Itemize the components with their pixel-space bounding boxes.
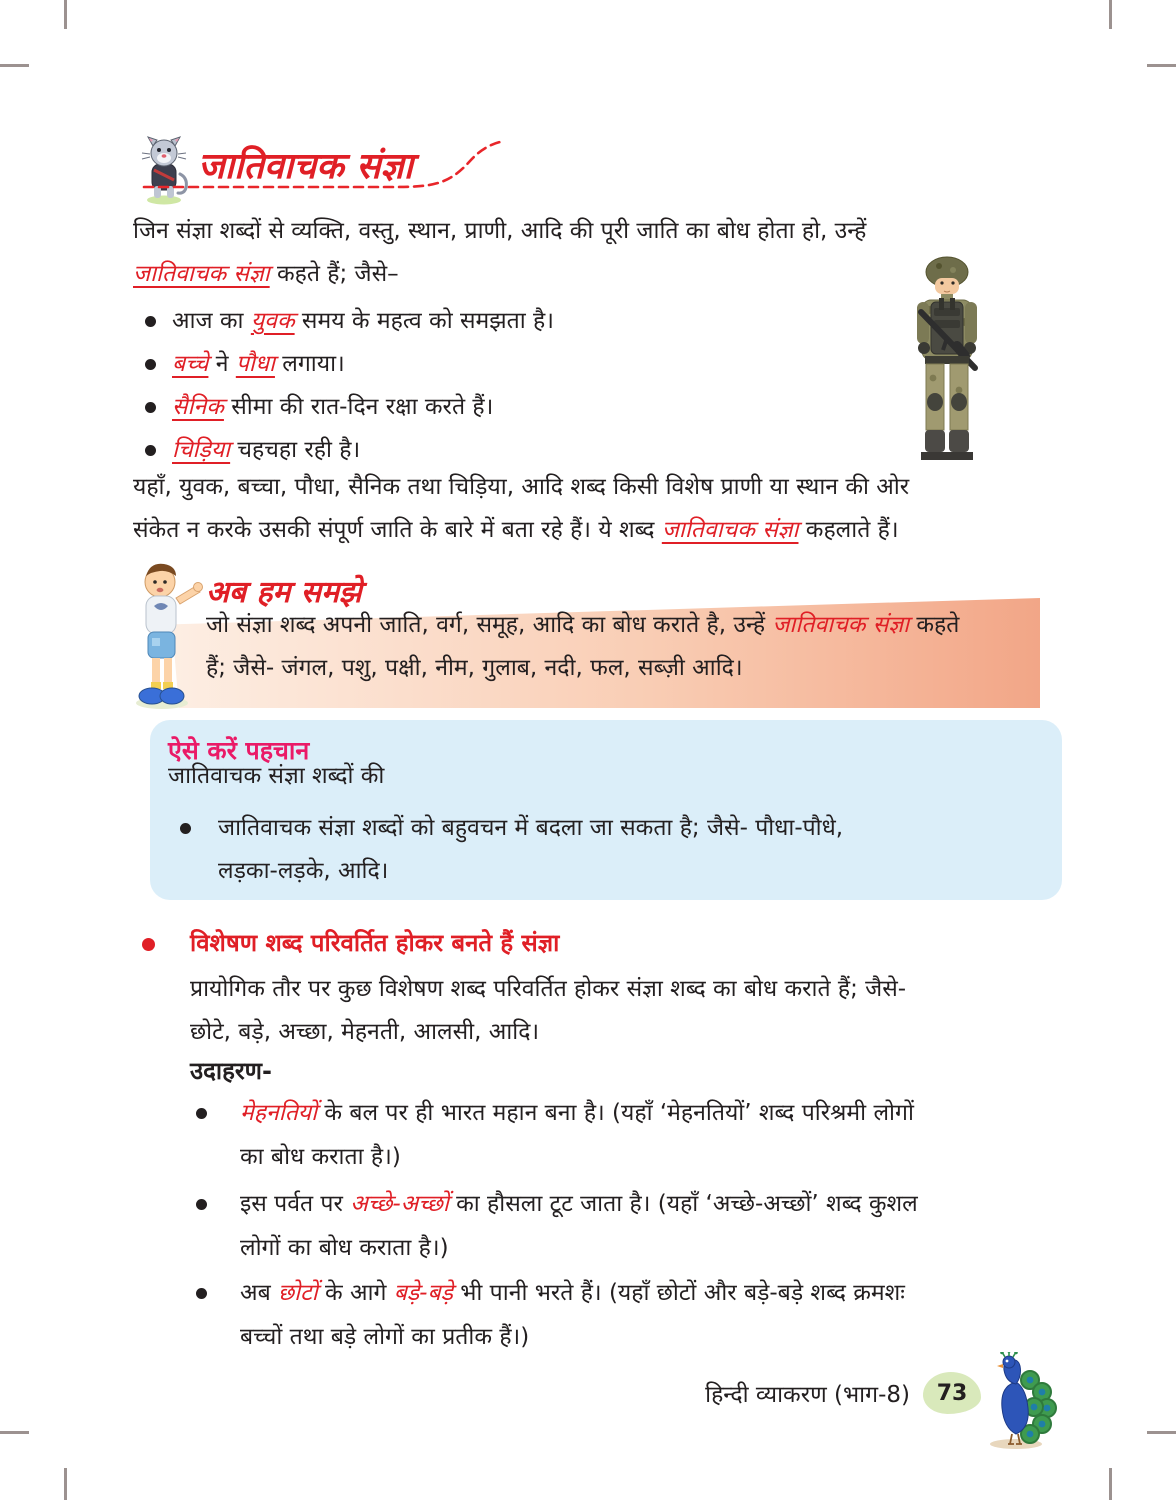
- adj-example-1-line-1: [240, 1092, 914, 1135]
- identify-heading: ऐसे करें पहचान: [168, 736, 310, 765]
- crop-mark-bottom-right-vertical: [1109, 1468, 1112, 1500]
- highlighted-word: बड़े-बड़े: [393, 1280, 453, 1306]
- soldier-illustration: [895, 250, 1000, 465]
- identify-bullet-line-1: [218, 807, 843, 850]
- crop-mark-top-left-vertical: [64, 0, 67, 29]
- title-underline-swoosh: [140, 138, 510, 196]
- boy-mascot-illustration: [124, 560, 204, 710]
- adj-example-3-line-1: [240, 1272, 905, 1315]
- red-bullet-dot: [142, 938, 155, 951]
- summary-line-1: [133, 466, 909, 509]
- highlighted-word: अच्छे-अच्छों: [350, 1191, 449, 1217]
- text-segment: यहाँ, युवक, बच्चा, पौधा, सैनिक तथा चिड़िया, आदि शब्द किसी विशेष प्राणी या स्थान की ओर: [133, 474, 910, 500]
- text-segment: कहते: [909, 612, 960, 638]
- highlighted-word: बच्चे: [172, 351, 209, 377]
- crop-mark-bottom-right-horizontal: [1147, 1431, 1176, 1434]
- crop-mark-top-left-horizontal: [0, 64, 29, 67]
- text-segment: भी पानी भरते हैं। (यहाँ छोटों और बड़े-बड़े शब्द क्रमशः: [452, 1280, 905, 1306]
- text-segment: सीमा की रात-दिन रक्षा करते हैं।: [223, 394, 494, 420]
- bullet-dot: [145, 445, 156, 456]
- text-segment: कहते हैं; जैसे–: [269, 261, 399, 287]
- adj-example-1-line-2: [240, 1136, 401, 1179]
- text-segment: इस पर्वत पर: [240, 1191, 351, 1217]
- footer-book-title: हिन्दी व्याकरण (भाग-8): [705, 1382, 910, 1408]
- adjective-para-line-1: [190, 968, 906, 1011]
- understand-heading: अब हम समझे: [206, 575, 362, 610]
- text-segment: का हौसला टूट जाता है। (यहाँ ‘अच्छे-अच्छों’ शब्द कुशल: [448, 1191, 918, 1217]
- text-segment: का बोध कराता है।): [240, 1144, 401, 1170]
- intro-line-2: [133, 253, 399, 296]
- text-segment: चहचहा रही है।: [230, 437, 361, 463]
- highlighted-word: चिड़िया: [172, 437, 231, 463]
- highlighted-word: युवक: [250, 308, 295, 334]
- understand-line-2: [206, 647, 743, 690]
- text-segment: छोटे, बड़े, अच्छा, मेहनती, आलसी, आदि।: [190, 1019, 540, 1045]
- noun-example-3: [172, 386, 493, 429]
- bullet-dot: [145, 359, 156, 370]
- text-segment: प्रायोगिक तौर पर कुछ विशेषण शब्द परिवर्तित होकर संज्ञा शब्द का बोध कराते हैं; जैसे-: [190, 976, 907, 1002]
- text-segment: अब: [240, 1280, 279, 1306]
- adj-example-3-line-2: [240, 1316, 529, 1359]
- text-segment: हैं; जैसे- जंगल, पशु, पक्षी, नीम, गुलाब, नदी, फल, सब्ज़ी आदि।: [206, 655, 743, 681]
- text-segment: लड़का-लड़के, आदि।: [218, 858, 389, 884]
- highlighted-word: जातिवाचक संज्ञा: [133, 261, 270, 287]
- bullet-dot: [196, 1199, 207, 1210]
- bullet-dot: [196, 1288, 207, 1299]
- adjective-para-line-2: [190, 1011, 539, 1054]
- highlighted-word: सैनिक: [172, 394, 224, 420]
- text-segment: के बल पर ही भारत महान बना है। (यहाँ ‘मेहनतियों’ शब्द परिश्रमी लोगों: [317, 1100, 914, 1126]
- highlighted-word: जातिवाचक संज्ञा: [772, 612, 910, 638]
- text-segment: आज का: [172, 308, 251, 334]
- page-title: जातिवाचक संज्ञा: [198, 146, 413, 187]
- adjective-section-heading: विशेषण शब्द परिवर्तित होकर बनते हैं संज्ञा: [190, 929, 560, 957]
- crop-mark-bottom-left-horizontal: [0, 1431, 29, 1434]
- crop-mark-top-right-horizontal: [1147, 64, 1176, 67]
- bullet-dot: [180, 823, 191, 834]
- text-segment: लगाया।: [274, 351, 345, 377]
- identify-subheading: जातिवाचक संज्ञा शब्दों की: [168, 763, 385, 789]
- adj-example-2-line-1: [240, 1183, 918, 1226]
- text-segment: कहलाते हैं।: [798, 517, 899, 543]
- text-segment: जिन संज्ञा शब्दों से व्यक्ति, वस्तु, स्थान, प्राणी, आदि की पूरी जाति का बोध होता हो, उन्हें: [133, 218, 867, 244]
- text-segment: जातिवाचक संज्ञा शब्दों को बहुवचन में बदला जा सकता है; जैसे- पौधा-पौधे,: [218, 815, 844, 841]
- understand-line-1: [206, 604, 959, 647]
- highlighted-word: जातिवाचक संज्ञा: [661, 517, 799, 543]
- text-segment: के आगे: [317, 1280, 394, 1306]
- summary-line-2: [133, 509, 899, 552]
- text-segment: समय के महत्व को समझता है।: [294, 308, 554, 334]
- intro-line-1: [133, 210, 866, 253]
- bullet-dot: [145, 316, 156, 327]
- noun-example-1: [172, 300, 554, 343]
- highlighted-word: छोटों: [278, 1280, 318, 1306]
- text-segment: संकेत न करके उसकी संपूर्ण जाति के बारे में बता रहे हैं। ये शब्द: [133, 517, 662, 543]
- highlighted-word: पौधा: [235, 351, 275, 377]
- adj-example-2-line-2: [240, 1227, 449, 1270]
- bullet-dot: [196, 1108, 207, 1119]
- crop-mark-top-right-vertical: [1109, 0, 1112, 29]
- examples-label: उदाहरण-: [190, 1057, 272, 1085]
- noun-example-2: [172, 343, 345, 386]
- identify-bullet-line-2: [218, 850, 388, 893]
- peacock-illustration: [972, 1352, 1060, 1450]
- text-segment: लोगों का बोध कराता है।): [240, 1235, 449, 1261]
- text-segment: जो संज्ञा शब्द अपनी जाति, वर्ग, समूह, आदि का बोध कराते है, उन्हें: [206, 612, 773, 638]
- highlighted-word: मेहनतियों: [240, 1100, 318, 1126]
- text-segment: बच्चों तथा बड़े लोगों का प्रतीक हैं।): [240, 1324, 530, 1350]
- bullet-dot: [145, 402, 156, 413]
- page-number: 73: [936, 1380, 968, 1406]
- crop-mark-bottom-left-vertical: [64, 1468, 67, 1500]
- text-segment: ने: [208, 351, 236, 377]
